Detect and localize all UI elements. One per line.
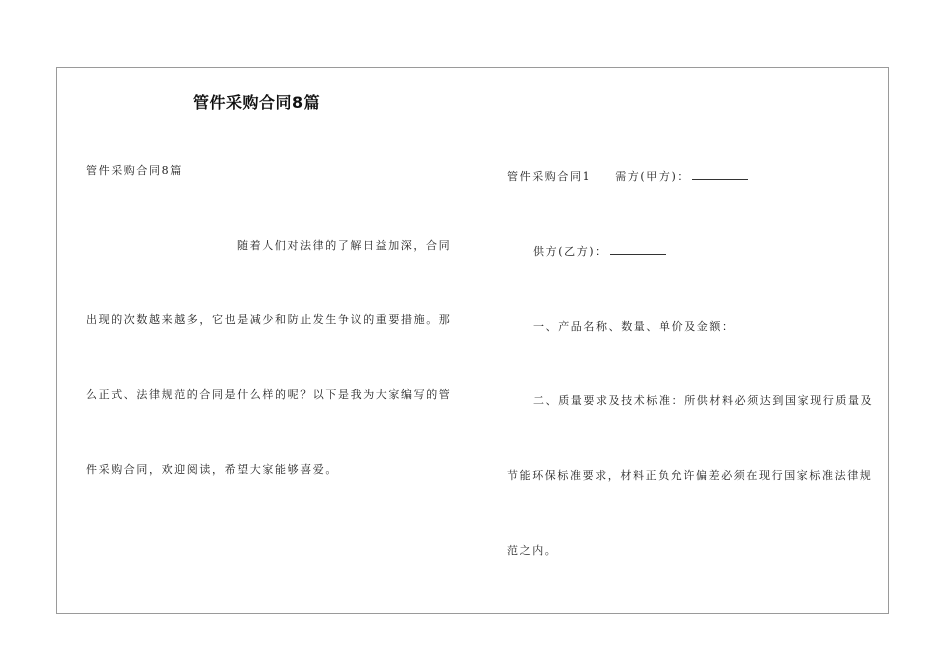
intro-paragraph-line-1: 随着人们对法律的了解日益加深，合同 <box>237 239 452 252</box>
clause-2-line-3: 范之内。 <box>507 544 558 557</box>
document-title: 管件采购合同8篇 <box>193 93 321 112</box>
document-subtitle: 管件采购合同8篇 <box>86 164 183 177</box>
supplier-blank-line <box>610 244 666 255</box>
supplier-label: 供方(乙方)： <box>533 245 608 258</box>
supplier-line <box>533 243 666 259</box>
clause-2-line-1: 二、质量要求及技术标准：所供材料必须达到国家现行质量及 <box>533 394 874 407</box>
intro-paragraph-line-4: 件采购合同，欢迎阅读，希望大家能够喜爱。 <box>86 463 338 476</box>
intro-paragraph-line-3: 么正式、法律规范的合同是什么样的呢？以下是我为大家编写的管 <box>86 388 452 401</box>
intro-paragraph-line-2: 出现的次数越来越多，它也是减少和防止发生争议的重要措施。那 <box>86 313 452 326</box>
contract-heading-line <box>507 168 748 184</box>
buyer-label: 需方(甲方)： <box>615 170 690 183</box>
clause-2-line-2: 节能环保标准要求，材料正负允许偏差必须在现行国家标准法律规 <box>507 469 873 482</box>
page-border <box>56 67 889 614</box>
contract-heading: 管件采购合同1 <box>507 170 592 183</box>
clause-1: 一、产品名称、数量、单价及金额： <box>533 320 735 333</box>
buyer-blank-line <box>692 169 748 180</box>
